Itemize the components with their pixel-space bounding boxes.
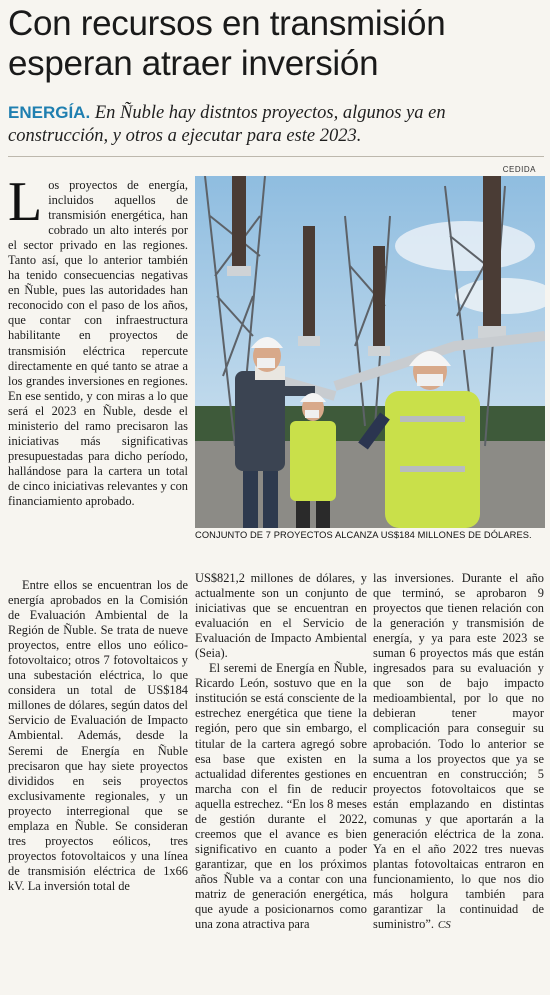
paragraph-text: las inversiones. Durante el año que terminó, se aprobaron 9 proyectos que tienen relación con la generación y transmisión de energía, y ya para este 2023 se suman 6 proyectos más que están ingresados para su evaluación y que son de bajo impacto medioambiental, por lo que no debieran tener mayor complicación para conseguir su aprobación. Todo lo anterior se suma a los proyectos que ya se encuentran en construcción; 5 proyectos fotovoltaicos que se están emplazando en distintas comunas y que aportarán a la generación eléctrica de la zona. Ya en el año 2022 tres nuevas plantas fotovoltaicas entraron en funcionamiento, lo que nos dio más holgura también para garantizar la continuidad de suministro”. [373,571,544,932]
column-1-bottom [8,578,188,990]
photo-credit: CEDIDA [502,165,536,174]
divider [8,156,544,157]
paragraph: El seremi de Energía en Ñuble, Ricardo León, sostuvo que en la institución se está consciente de la estrechez energética que tiene la región, pero que sin embargo, el titular de la cartera agregó sobre esa base que existen en la actualidad diferentes gestiones en marcha con el fin de reducir aquella estrechez. “En los 8 meses de gestión durante el 2022, creemos que el avance es bien significativo en cuanto a poder garantizar, que en los próximos años Ñuble va a contar con una matriz de generación energética, que ayude a posicionarnos como una zona atractiva para [195,661,367,932]
section-kicker: ENERGÍA. [8,103,91,122]
photo-caption: CONJUNTO DE 7 PROYECTOS ALCANZA US$184 MILLONES DE DÓLARES. [195,530,532,540]
paragraph: Entre ellos se encuentran los de energía aprobados en la Comisión de Evaluación Ambiental de la Región de Ñuble. Se trata de nueve proyectos, entre ellos uno eólico-fotovoltaico; otros 7 fotovoltaicos y una subestación eléctrica, lo que considera un total de US$184 millones de dólares, según datos del Servicio de Evaluación de Impacto Ambiental. Además, desde la Seremi de Energía en Ñuble precisaron que hay siete proyectos divididos en seis proyectos exclusivamente regionales, y un proyecto interregional que se emplaza en Ñuble. Se consideran tres proyectos eólicos, tres proyectos fotovoltaicos y una línea de transmisión eléctrica de 1x66 kV. La inversión total de [8,578,188,893]
article-photo [195,176,545,528]
column-3 [373,571,544,991]
author-signature: CS [437,919,451,932]
lead-paragraph [8,101,544,148]
headline: Con recursos en transmisión esperan atraer inversión [8,4,446,83]
column-1-top [8,171,188,578]
paragraph [8,171,188,509]
paragraph-text: os proyectos de energía, incluidos aquellos de transmisión energética, han cobrado un alto interés por el sector privado en las regiones. Tanto así, que lo anterior también ha tenido consecuencias negativas en Ñuble, pues las autoridades han reconocido con el paso de los años, que contar con infraestructura habilitante en proyectos de transmisión eléctrica repercute directamente en qué tanto se atrae a los grandes inversiones en regiones. En ese sentido, y con miras a lo que será el 2023 en Ñuble, desde el ministerio del ramo precisaron las iniciativas más significativas presupuestadas para dicho período, hallándose para la cartera un total de cinco iniciativas relevantes y con financiamiento aprobado. [8,178,188,508]
drop-cap: L [8,171,43,233]
column-2 [195,571,367,991]
lead-text: En Ñuble hay distntos proyectos, algunos ya en construcción, y otros a ejecutar para este 2023. [8,103,446,146]
paragraph: US$821,2 millones de dólares, y actualmente son un conjunto de iniciativas que se encuentran en evaluación en el Servicio de Evaluación de Impacto Ambiental (Seia). [195,571,367,661]
paragraph [373,571,544,933]
